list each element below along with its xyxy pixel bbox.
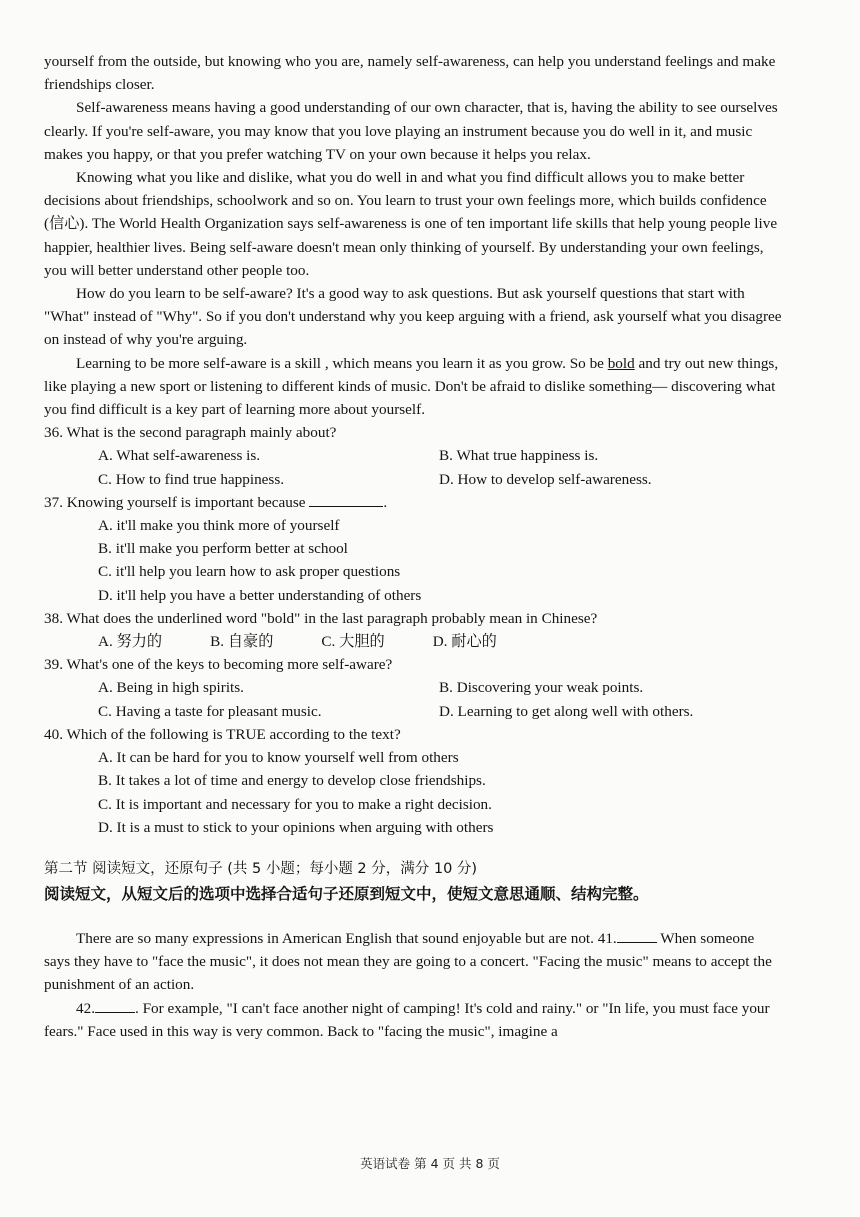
- question-37-option-a: A. it'll make you think more of yourself: [98, 517, 340, 535]
- page-footer: 英语试卷 第 4 页 共 8 页: [360, 1156, 500, 1171]
- question-40-stem: 40. Which of the following is TRUE according to the text?: [44, 725, 401, 743]
- section-2-paragraph-2: [44, 997, 784, 1043]
- passage-paragraph-4: [44, 352, 784, 422]
- question-37-stem-line: 37. Knowing yourself is important because .: [44, 493, 388, 511]
- passage-p4-start: Learning to be more self-aware is a skill , which means you learn it as you grow. So be: [76, 354, 608, 372]
- question-38-option-b: B. 自豪的: [210, 633, 274, 651]
- question-38: [44, 607, 784, 653]
- question-40-option-d: D. It is a must to stick to your opinions when arguing with others: [98, 818, 494, 836]
- question-40-option-a: A. It can be hard for you to know yourself well from others: [98, 749, 459, 767]
- question-38-options: [44, 630, 784, 653]
- page-content: [44, 50, 784, 1043]
- answer-blank-42: [95, 998, 135, 1013]
- question-42-number: 42.: [76, 999, 95, 1017]
- passage-paragraph-3: How do you learn to be self-aware? It's a good way to ask questions. But ask yourself questions that start with "What" instead of "Why". So if you don't understand why you keep arguing with a friend, ask yourself what you disagree on instead of why you're arguing.: [44, 285, 782, 349]
- question-36-option-d: D. How to develop self-awareness.: [439, 470, 652, 488]
- question-36-option-a: A. What self-awareness is.: [98, 447, 261, 465]
- question-39-option-b: B. Discovering your weak points.: [439, 679, 644, 697]
- section-2-paragraph-1: [44, 927, 784, 997]
- question-39-option-c: C. Having a taste for pleasant music.: [98, 702, 322, 720]
- question-39-stem: 39. What's one of the keys to becoming more self-aware?: [44, 656, 393, 674]
- question-38-stem: 38. What does the underlined word "bold" in the last paragraph probably mean in Chinese?: [44, 609, 598, 627]
- question-38-option-a: A. 努力的: [98, 633, 163, 651]
- question-36-option-b: B. What true happiness is.: [439, 447, 599, 465]
- question-39: [44, 653, 784, 723]
- question-36-option-c: C. How to find true happiness.: [98, 470, 285, 488]
- section-2-para1-end: When someone says they have to "face the music", it does not mean they are going to a concert. "Facing the music" means to accept the punishment of an action.: [44, 929, 772, 994]
- question-39-options-row-2: [44, 700, 784, 723]
- question-36-options-row-1: [44, 444, 784, 467]
- question-40-option-c: C. It is important and necessary for you to make a right decision.: [98, 795, 492, 813]
- answer-blank-41: [617, 928, 657, 943]
- passage-paragraph-2: Knowing what you like and dislike, what you do well in and what you find difficult allows you to make better decisions about friendships, schoolwork and so on. You learn to trust your own feelings more, which builds confidence (信心). The World Health Organization says self-awareness is one of ten important life skills that help young people live happier, healthier lives. Being self-aware doesn't mean only thinking of yourself. By understanding your own feelings, you will better understand other people too.: [44, 169, 778, 279]
- question-40: [44, 723, 784, 839]
- question-38-option-c: C. 大胆的: [321, 633, 385, 651]
- question-36-stem: 36. What is the second paragraph mainly about?: [44, 424, 337, 442]
- question-37-option-d: D. it'll help you have a better understanding of others: [98, 586, 422, 604]
- question-37: [44, 491, 784, 607]
- answer-blank-37: [309, 492, 383, 507]
- passage-paragraph-0: yourself from the outside, but knowing who you are, namely self-awareness, can help you understand feelings and make friendships closer.: [44, 53, 776, 94]
- section-2-heading: 第二节 阅读短文，还原句子 (共 5 小题；每小题 2 分，满分 10 分): [44, 860, 478, 877]
- question-39-option-a: A. Being in high spirits.: [98, 679, 244, 697]
- section-2-instruction: 阅读短文，从短文后的选项中选择合适句子还原到短文中，使短文意思通顺、结构完整。: [44, 884, 649, 903]
- question-37-option-b: B. it'll make you perform better at school: [98, 540, 348, 558]
- underlined-word-bold: bold: [607, 354, 635, 372]
- section-2-para1-start: There are so many expressions in American English that sound enjoyable but are not. 41.: [76, 929, 617, 947]
- question-38-option-d: D. 耐心的: [432, 633, 497, 651]
- question-39-option-d: D. Learning to get along well with others.: [439, 702, 694, 720]
- question-37-stem: 37. Knowing yourself is important because: [44, 493, 306, 511]
- question-39-options-row-1: [44, 676, 784, 699]
- section-2-para2-text: . For example, "I can't face another night of camping! It's cold and rainy." or "In life, you must face your fears." Face used in this way is very common. Back to "facing the music", imagine a: [44, 999, 770, 1040]
- question-37-option-c: C. it'll help you learn how to ask proper questions: [98, 563, 401, 581]
- passage-p4-end: and try out new things, like playing a new sport or listening to different kinds of music. Don't be afraid to dislike something— discovering what you find difficult is a key part of learning more about yourself.: [44, 354, 779, 419]
- question-36: [44, 421, 784, 491]
- question-40-option-b: B. It takes a lot of time and energy to develop close friendships.: [98, 772, 486, 790]
- passage-paragraph-1: Self-awareness means having a good understanding of our own character, that is, having the ability to see ourselves clearly. If you're self-aware, you may know that you love playing an instrument because you do well in it, and music makes you happy, or that you prefer watching TV on your own because it helps you relax.: [44, 99, 778, 163]
- question-36-options-row-2: [44, 468, 784, 491]
